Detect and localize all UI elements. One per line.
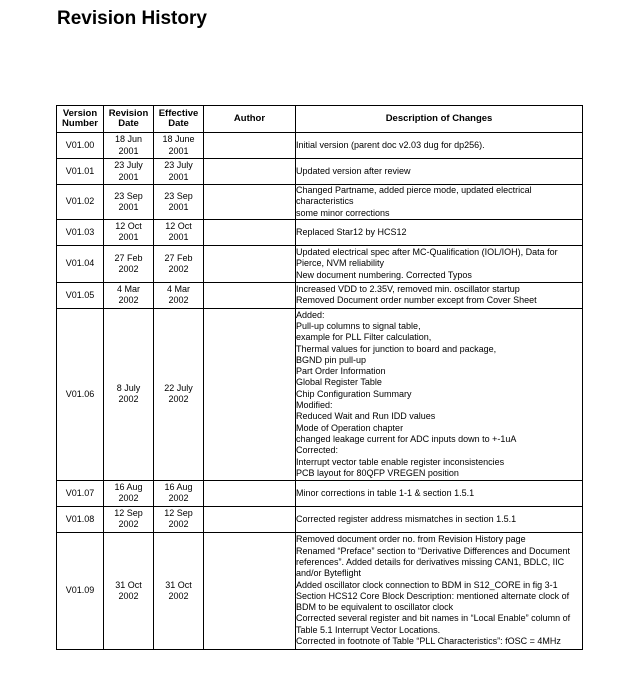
table-row: [57, 185, 583, 220]
cell-line: Modified:: [296, 400, 333, 411]
cell-line: PCB layout for 80QFP VREGEN position: [296, 467, 459, 478]
description-cell: [296, 480, 583, 506]
cell-line: Renamed “Preface” section to “Derivative Differences and Document references”. Added details for derivatives missing CAN1, BDLC, IIC and/or Byteflight: [296, 545, 570, 579]
cell-line: Reduced Wait and Run IDD values: [296, 411, 436, 422]
header-revision-date: Revision Date: [104, 106, 154, 133]
description-cell: [296, 185, 583, 220]
cell-line: 2001: [168, 232, 189, 243]
cell-line: 2002: [168, 263, 189, 274]
description-cell: [296, 532, 583, 649]
cell-line: 2001: [118, 171, 139, 182]
version-number-cell: V01.09: [57, 532, 104, 649]
author-cell: [204, 308, 296, 480]
cell-line: Chip Configuration Summary: [296, 388, 412, 399]
author-cell: [204, 532, 296, 649]
cell-line: changed leakage current for ADC inputs down to +-1uA: [296, 433, 517, 444]
author-cell: [204, 219, 296, 245]
cell-line: 27 Feb: [164, 252, 193, 263]
cell-line: 12 Sep: [164, 508, 193, 519]
cell-line: 23 Sep: [114, 190, 143, 201]
cell-line: 16 Aug: [114, 482, 143, 493]
description-cell: [296, 219, 583, 245]
cell-line: Replaced Star12 by HCS12: [296, 226, 407, 237]
cell-line: 4 Mar: [116, 284, 140, 295]
cell-line: Global Register Table: [296, 377, 382, 388]
revision-date-cell: [104, 506, 154, 532]
version-number-cell: V01.05: [57, 282, 104, 308]
revision-date-cell: [104, 245, 154, 282]
revision-date-cell: [104, 308, 154, 480]
cell-line: 2001: [118, 145, 139, 156]
table-row: [57, 480, 583, 506]
cell-line: 18 June: [162, 134, 195, 145]
cell-line: 2002: [168, 493, 189, 504]
header-description: Description of Changes: [296, 106, 583, 133]
revision-history-table: [56, 105, 583, 650]
revision-date-cell: [104, 159, 154, 185]
version-number-cell: V01.04: [57, 245, 104, 282]
author-cell: [204, 245, 296, 282]
table-row: [57, 245, 583, 282]
description-cell: [296, 133, 583, 159]
cell-line: 8 July: [116, 383, 141, 394]
version-number-cell: V01.06: [57, 308, 104, 480]
cell-line: BGND pin pull-up: [296, 354, 367, 365]
version-number-cell: V01.01: [57, 159, 104, 185]
effective-date-cell: [154, 185, 204, 220]
description-cell: [296, 159, 583, 185]
cell-line: 12 Oct: [115, 221, 142, 232]
header-author: Author: [204, 106, 296, 133]
effective-date-cell: [154, 133, 204, 159]
effective-date-cell: [154, 245, 204, 282]
cell-line: 2002: [118, 263, 139, 274]
cell-line: 31 Oct: [115, 579, 142, 590]
page-title: Revision History: [57, 8, 207, 29]
author-cell: [204, 159, 296, 185]
cell-line: 2001: [118, 232, 139, 243]
table-row: [57, 133, 583, 159]
cell-line: some minor corrections: [296, 207, 390, 218]
cell-line: Thermal values for junction to board and package,: [296, 343, 497, 354]
version-number-cell: V01.00: [57, 133, 104, 159]
effective-date-cell: [154, 159, 204, 185]
effective-date-cell: [154, 308, 204, 480]
effective-date-cell: [154, 219, 204, 245]
header-effective-date: Effective Date: [154, 106, 204, 133]
cell-line: 2002: [118, 493, 139, 504]
cell-line: Updated electrical spec after MC-Qualification (IOL/IOH), Data for Pierce, NVM reliability: [296, 246, 558, 269]
cell-line: 27 Feb: [114, 252, 143, 263]
effective-date-cell: [154, 532, 204, 649]
version-number-cell: V01.07: [57, 480, 104, 506]
version-number-cell: V01.08: [57, 506, 104, 532]
cell-line: 2001: [168, 171, 189, 182]
cell-line: 2001: [168, 201, 189, 212]
description-cell: [296, 245, 583, 282]
cell-line: Pull-up columns to signal table,: [296, 320, 421, 331]
effective-date-cell: [154, 282, 204, 308]
cell-line: 23 Sep: [164, 190, 193, 201]
cell-line: 2002: [168, 394, 189, 405]
revision-date-cell: [104, 185, 154, 220]
cell-line: 2002: [118, 590, 139, 601]
header-version-number: Version Number: [57, 106, 104, 133]
effective-date-cell: [154, 506, 204, 532]
cell-line: Changed Partname, added pierce mode, updated electrical characteristics: [296, 185, 532, 207]
cell-line: Removed document order no. from Revision History page: [296, 534, 526, 545]
cell-line: 16 Aug: [164, 482, 193, 493]
cell-line: Initial version (parent doc v2.03 dug for dp256).: [296, 139, 485, 150]
cell-line: Removed Document order number except from Cover Sheet: [296, 295, 537, 306]
table-header-row: [57, 106, 583, 133]
cell-line: 23 July: [114, 160, 143, 171]
cell-line: 2002: [168, 590, 189, 601]
cell-line: 12 Oct: [165, 221, 192, 232]
cell-line: Section HCS12 Core Block Description: mentioned alternate clock of BDM to be equivalent to oscillator clock: [296, 590, 570, 613]
table-row: [57, 308, 583, 480]
author-cell: [204, 133, 296, 159]
cell-line: Interrupt vector table enable register inconsistencies: [296, 456, 505, 467]
version-number-cell: V01.03: [57, 219, 104, 245]
revision-date-cell: [104, 282, 154, 308]
effective-date-cell: [154, 480, 204, 506]
cell-line: Mode of Operation chapter: [296, 422, 404, 433]
cell-line: 2002: [168, 295, 189, 306]
revision-date-cell: [104, 532, 154, 649]
revision-date-cell: [104, 133, 154, 159]
cell-line: 12 Sep: [114, 508, 143, 519]
description-cell: [296, 308, 583, 480]
table-row: [57, 219, 583, 245]
table-row: [57, 282, 583, 308]
cell-line: 22 July: [164, 383, 193, 394]
cell-line: Corrected in footnote of Table “PLL Characteristics”: fOSC = 4MHz: [296, 636, 561, 647]
cell-line: 2001: [118, 201, 139, 212]
author-cell: [204, 506, 296, 532]
cell-line: Corrected several register and bit names in “Local Enable” column of Table 5.1 Interrupt Vector Locations.: [296, 613, 571, 635]
table-row: [57, 506, 583, 532]
description-cell: [296, 506, 583, 532]
table-row: [57, 159, 583, 185]
cell-line: Updated version after review: [296, 165, 411, 176]
cell-line: 18 Jun: [114, 134, 143, 145]
cell-line: Corrected:: [296, 445, 339, 456]
cell-line: Increased VDD to 2.35V, removed min. oscillator startup: [296, 284, 520, 295]
cell-line: example for PLL Filter calculation,: [296, 332, 432, 343]
author-cell: [204, 185, 296, 220]
cell-line: Added:: [296, 309, 325, 320]
cell-line: Part Order Information: [296, 366, 386, 377]
cell-line: 2002: [168, 519, 189, 530]
author-cell: [204, 282, 296, 308]
version-number-cell: V01.02: [57, 185, 104, 220]
cell-line: 2001: [168, 145, 189, 156]
cell-line: Minor corrections in table 1-1 & section 1.5.1: [296, 487, 475, 498]
cell-line: 2002: [118, 295, 139, 306]
author-cell: [204, 480, 296, 506]
cell-line: Added oscillator clock connection to BDM in S12_CORE in fig 3-1: [296, 579, 558, 590]
table-row: [57, 532, 583, 649]
cell-line: 4 Mar: [166, 284, 190, 295]
cell-line: 2002: [118, 519, 139, 530]
revision-date-cell: [104, 480, 154, 506]
cell-line: Corrected register address mismatches in section 1.5.1: [296, 513, 517, 524]
cell-line: 2002: [118, 394, 139, 405]
cell-line: 31 Oct: [165, 579, 192, 590]
cell-line: 23 July: [164, 160, 193, 171]
cell-line: New document numbering. Corrected Typos: [296, 269, 472, 280]
revision-date-cell: [104, 219, 154, 245]
description-cell: [296, 282, 583, 308]
